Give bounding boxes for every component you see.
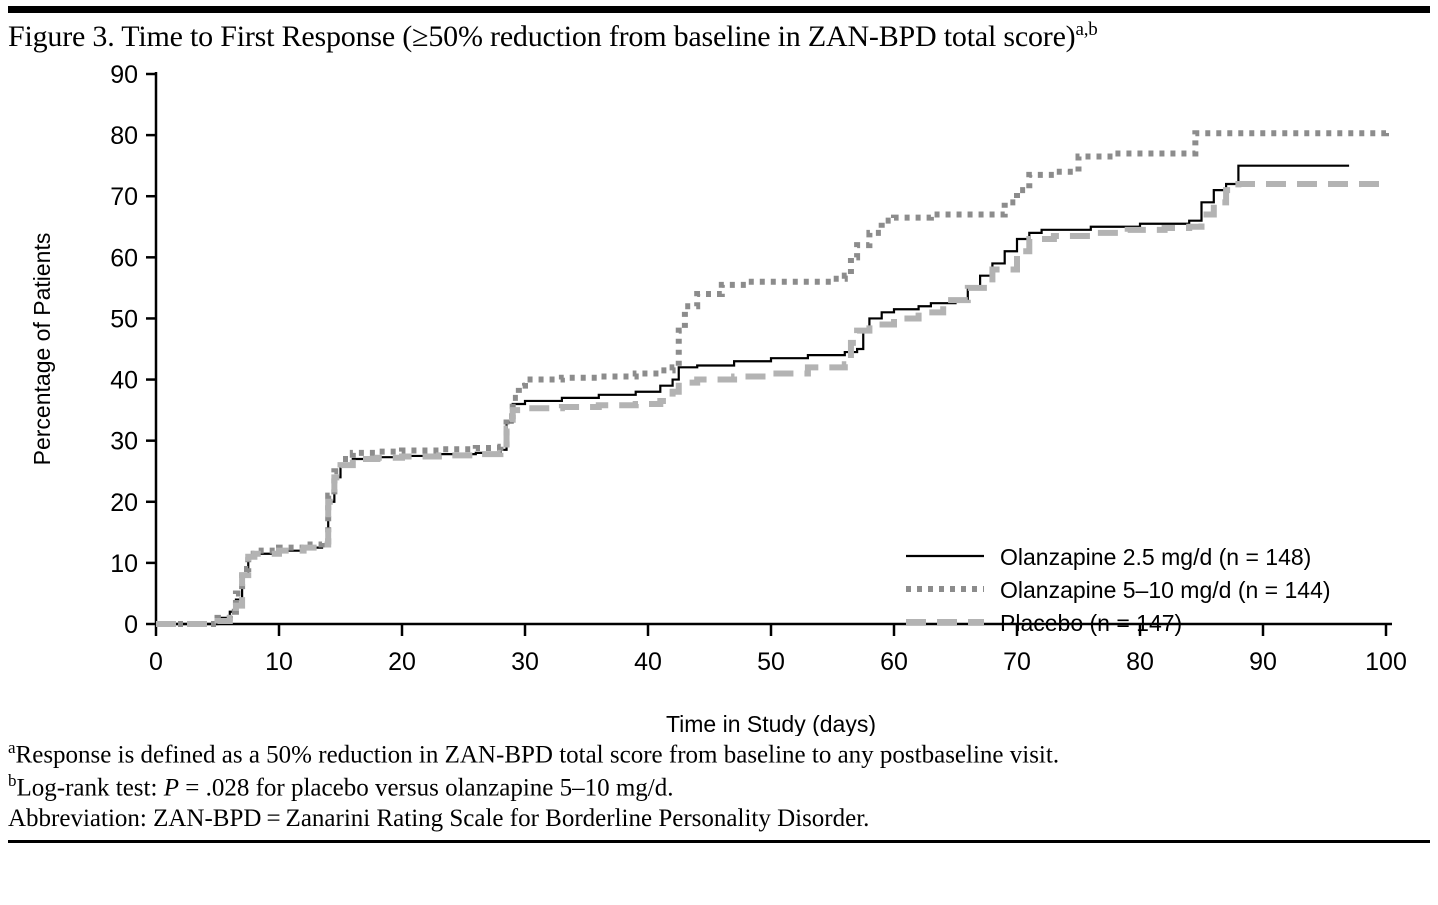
figure-page: [0, 6, 1438, 905]
footnotes: [8, 738, 1430, 834]
y-tick-label: 80: [110, 122, 138, 151]
y-axis-title: Percentage of Patients: [29, 232, 55, 466]
x-tick-label: 40: [634, 648, 662, 676]
x-tick-label: 60: [880, 648, 908, 676]
legend-label-1: Olanzapine 2.5 mg/d (n = 148): [1000, 544, 1312, 570]
footnote-a: [8, 738, 1430, 771]
y-tick-label: 70: [110, 183, 138, 212]
y-tick-label: 30: [110, 427, 138, 456]
x-axis-title: Time in Study (days): [665, 711, 877, 736]
footnote-a-marker: a: [8, 738, 16, 757]
footnote-b-marker: b: [8, 770, 17, 790]
y-tick-label: 0: [124, 611, 138, 639]
y-tick-label: 20: [110, 488, 138, 517]
footnote-b-p-italic: P: [163, 774, 179, 802]
y-tick-label: 90: [110, 61, 138, 89]
figure-title: [8, 19, 1430, 54]
x-tick-label: 50: [757, 648, 785, 676]
y-tick-label: 60: [110, 244, 138, 273]
y-tick-label: 50: [110, 305, 138, 334]
x-tick-label: 80: [1126, 648, 1154, 676]
figure-title-superscript: a,b: [1075, 19, 1098, 40]
legend-label-2: Olanzapine 5–10 mg/d (n = 144): [1000, 577, 1331, 603]
figure-title-text: Figure 3. Time to First Response (≥50% reduction from baseline in ZAN-BPD total score): [8, 20, 1076, 53]
x-tick-label: 30: [511, 648, 539, 676]
y-tick-label: 40: [110, 366, 138, 395]
footnote-b-text-post: = .028 for placebo versus olanzapine 5–10 mg/d.: [178, 774, 674, 802]
x-tick-label: 90: [1249, 648, 1277, 676]
abbreviation-note: Abbreviation: ZAN-BPD = Zanarini Rating Scale for Borderline Personality Disorder.: [8, 804, 870, 832]
x-tick-label: 100: [1365, 648, 1407, 676]
chart-container: [8, 56, 1430, 736]
chart-legend: [906, 544, 1331, 636]
footnote-b: [8, 771, 1430, 804]
x-tick-label: 0: [149, 648, 163, 676]
kaplan-meier-chart: [8, 56, 1430, 736]
legend-label-3: Placebo (n = 147): [1000, 610, 1183, 636]
top-rule: [8, 6, 1430, 13]
x-tick-label: 10: [265, 648, 293, 676]
x-tick-label: 20: [388, 648, 416, 676]
bottom-rule: [8, 840, 1430, 843]
x-tick-label: 70: [1003, 648, 1031, 676]
footnote-b-text-pre: Log-rank test:: [16, 774, 164, 802]
footnote-a-text: Response is defined as a 50% reduction in ZAN-BPD total score from baseline to any postbaseline visit.: [15, 741, 1060, 769]
y-tick-label: 10: [110, 549, 138, 578]
